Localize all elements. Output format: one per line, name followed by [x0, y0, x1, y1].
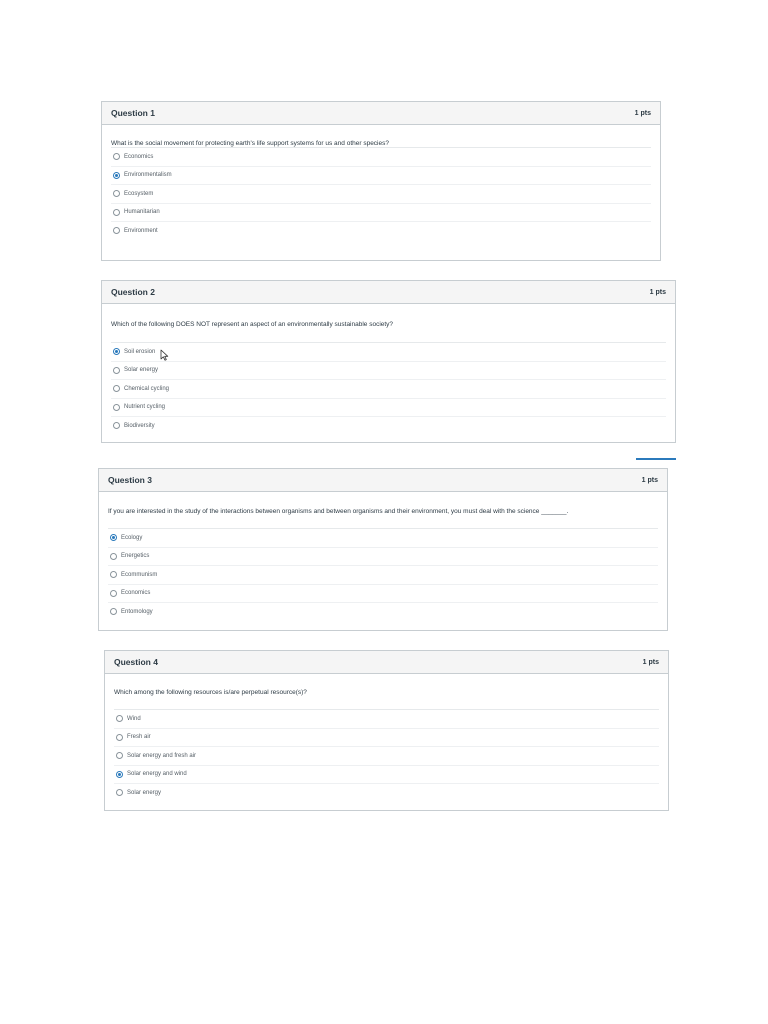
answer-option[interactable]: [108, 603, 658, 621]
question-card-1: [101, 101, 661, 261]
answer-option[interactable]: [111, 222, 651, 240]
answer-list: [114, 709, 659, 802]
radio-button-selected[interactable]: [113, 348, 120, 355]
answer-label: Soil erosion: [124, 348, 156, 355]
radio-button[interactable]: [113, 367, 120, 374]
answer-label: Economics: [124, 153, 154, 160]
radio-button[interactable]: [110, 553, 117, 560]
radio-button[interactable]: [113, 404, 120, 411]
radio-button[interactable]: [113, 190, 120, 197]
answer-label: Fresh air: [127, 734, 151, 741]
question-card-3: [98, 468, 668, 631]
radio-button[interactable]: [113, 422, 120, 429]
answer-list: [108, 528, 658, 621]
answer-option[interactable]: [111, 362, 666, 381]
answer-option[interactable]: [114, 747, 659, 766]
question-text: What is the social movement for protecting earth's life support systems for us and other species?: [111, 140, 389, 147]
answer-label: Environmentalism: [124, 172, 172, 179]
question-title: Question 3: [108, 475, 152, 485]
answer-option[interactable]: [111, 343, 666, 362]
answer-list: [111, 147, 651, 240]
answer-label: Solar energy: [124, 367, 159, 374]
answer-option[interactable]: [108, 548, 658, 567]
answer-label: Solar energy and fresh air: [127, 752, 197, 759]
radio-button[interactable]: [110, 571, 117, 578]
answer-option[interactable]: [111, 185, 651, 204]
radio-button[interactable]: [116, 734, 123, 741]
question-text: Which of the following DOES NOT represent an aspect of an environmentally sustainable society?: [111, 321, 394, 328]
question-header: [102, 281, 675, 304]
answer-option[interactable]: [111, 148, 651, 167]
question-points: 1 pts: [641, 476, 658, 484]
radio-button[interactable]: [110, 608, 117, 615]
answer-label: Ecommunism: [121, 571, 158, 578]
radio-button[interactable]: [116, 752, 123, 759]
question-header: [99, 469, 667, 492]
answer-option[interactable]: [111, 380, 666, 399]
answer-label: Nutrient cycling: [124, 404, 166, 411]
answer-label: Energetics: [121, 553, 150, 560]
question-card-4: [104, 650, 669, 811]
question-title: Question 4: [114, 657, 158, 667]
answer-label: Biodiversity: [124, 422, 155, 429]
radio-button[interactable]: [113, 153, 120, 160]
radio-button[interactable]: [113, 227, 120, 234]
answer-label: Solar energy and wind: [127, 771, 187, 778]
answer-label: Entomology: [121, 608, 153, 615]
radio-button[interactable]: [110, 590, 117, 597]
radio-button-selected[interactable]: [110, 534, 117, 541]
question-text: If you are interested in the study of the interactions between organisms and between organisms and their environment, you must deal with the science _______.: [108, 508, 569, 515]
question-title: Question 1: [111, 108, 155, 118]
answer-option[interactable]: [114, 710, 659, 729]
answer-label: Humanitarian: [124, 209, 160, 216]
accent-underline: [636, 458, 676, 460]
radio-button[interactable]: [113, 209, 120, 216]
answer-option[interactable]: [108, 585, 658, 604]
radio-button[interactable]: [113, 385, 120, 392]
answer-label: Environment: [124, 227, 158, 234]
mouse-pointer-icon: [160, 349, 169, 361]
question-text: Which among the following resources is/are perpetual resource(s)?: [114, 689, 307, 696]
question-title: Question 2: [111, 287, 155, 297]
answer-option[interactable]: [114, 766, 659, 785]
answer-option[interactable]: [111, 167, 651, 186]
answer-option[interactable]: [108, 566, 658, 585]
question-card-2: [101, 280, 676, 443]
answer-label: Economics: [121, 590, 151, 597]
question-points: 1 pts: [642, 658, 659, 666]
radio-button[interactable]: [116, 715, 123, 722]
answer-option[interactable]: [111, 417, 666, 435]
radio-button[interactable]: [116, 789, 123, 796]
answer-label: Wind: [127, 715, 141, 722]
question-points: 1 pts: [634, 109, 651, 117]
answer-label: Chemical cycling: [124, 385, 170, 392]
answer-option[interactable]: [114, 729, 659, 748]
radio-button-selected[interactable]: [113, 172, 120, 179]
radio-button-selected[interactable]: [116, 771, 123, 778]
answer-label: Ecology: [121, 534, 143, 541]
question-header: [102, 102, 660, 125]
question-header: [105, 651, 668, 674]
answer-label: Ecosystem: [124, 190, 154, 197]
answer-list: [111, 342, 666, 435]
answer-option[interactable]: [108, 529, 658, 548]
question-points: 1 pts: [649, 288, 666, 296]
answer-label: Solar energy: [127, 789, 162, 796]
answer-option[interactable]: [111, 399, 666, 418]
answer-option[interactable]: [111, 204, 651, 223]
answer-option[interactable]: [114, 784, 659, 802]
